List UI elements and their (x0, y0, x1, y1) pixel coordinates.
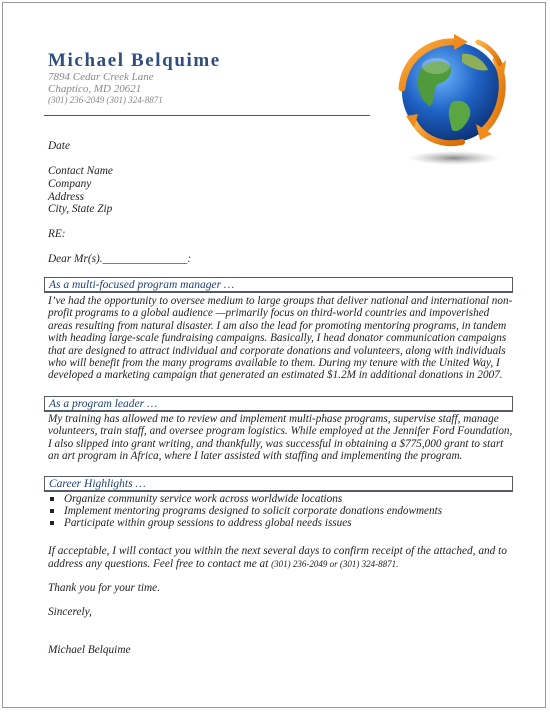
section-body-program-leader: My training has allowed me to review and implement multi-phase programs, supervise staff, manage volunteers, train staff, and oversee program logistics. While employed at the Jennifer Ford Foundation, I also slipped into grant writing, and thankfully, was successful in obtaining a $775,000 grant to start an art program in Africa, where I later assisted with staffing and implementing the program. (48, 413, 513, 463)
section-heading-text: Career Highlights … (49, 478, 146, 490)
re-line: RE: (48, 228, 66, 240)
sender-address-line1: 7894 Cedar Creek Lane (48, 71, 154, 83)
closing-line1: If acceptable, I will contact you within the next several days to confirm receipt of the attached, and to (48, 545, 507, 557)
section-heading-text: As a multi-focused program manager … (49, 279, 235, 291)
company: Company (48, 178, 92, 190)
section-heading-program-manager (44, 277, 513, 293)
sender-address-line2: Chaptico, MD 20621 (48, 83, 142, 95)
section-body-program-manager: I’ve had the opportunity to oversee medium to large groups that deliver national and international non-profit programs to a global audience —primarily focus on third-world countries and impoverished areas resulting from natural disaster. I am also the lead for promoting mentoring programs, in tandem with heading large-scale fundraising campaigns. Basically, I head donator communication campaigns that are designed to attract individual and corporate donations and volunteers, along with individuals who will benefit from the many programs available to them. During my tenure with the United Way, I developed a marketing campaign that generated an estimated $1.2M in additional donations in 2007. (48, 295, 513, 382)
bullet-square-icon (50, 497, 54, 501)
thanks-line: Thank you for your time. (48, 582, 161, 594)
list-item: Organize community service work across worldwide locations (46, 493, 442, 505)
section-heading-program-leader (44, 396, 513, 412)
closing-line2: address any questions. Feel free to contact me at (301) 236-2049 or (301) 324-8871. (48, 558, 399, 570)
contact-name: Contact Name (48, 165, 113, 177)
career-highlights-list (46, 493, 442, 530)
header-divider (44, 115, 370, 116)
bullet-square-icon (50, 521, 54, 525)
sender-name: Michael Belquime (48, 50, 221, 71)
list-item: Implement mentoring programs designed to solicit corporate donations endowments (46, 505, 442, 517)
contact-phones: (301) 236-2049 or (301) 324-8871. (271, 559, 399, 569)
salutation: Dear Mr(s)._______________: (48, 253, 192, 265)
signoff: Sincerely, (48, 606, 92, 618)
section-heading-career-highlights (44, 476, 513, 492)
address: Address (48, 191, 84, 203)
signature-name: Michael Belquime (48, 644, 131, 656)
city-state-zip: City, State Zip (48, 203, 113, 215)
date-line: Date (48, 140, 70, 152)
list-item: Participate within group sessions to address global needs issues (46, 517, 442, 529)
sender-phone: (301) 236-2049 (301) 324-8871 (48, 95, 163, 105)
bullet-square-icon (50, 509, 54, 513)
globe-with-orange-arrows-icon (392, 30, 510, 170)
section-heading-text: As a program leader … (49, 398, 158, 410)
